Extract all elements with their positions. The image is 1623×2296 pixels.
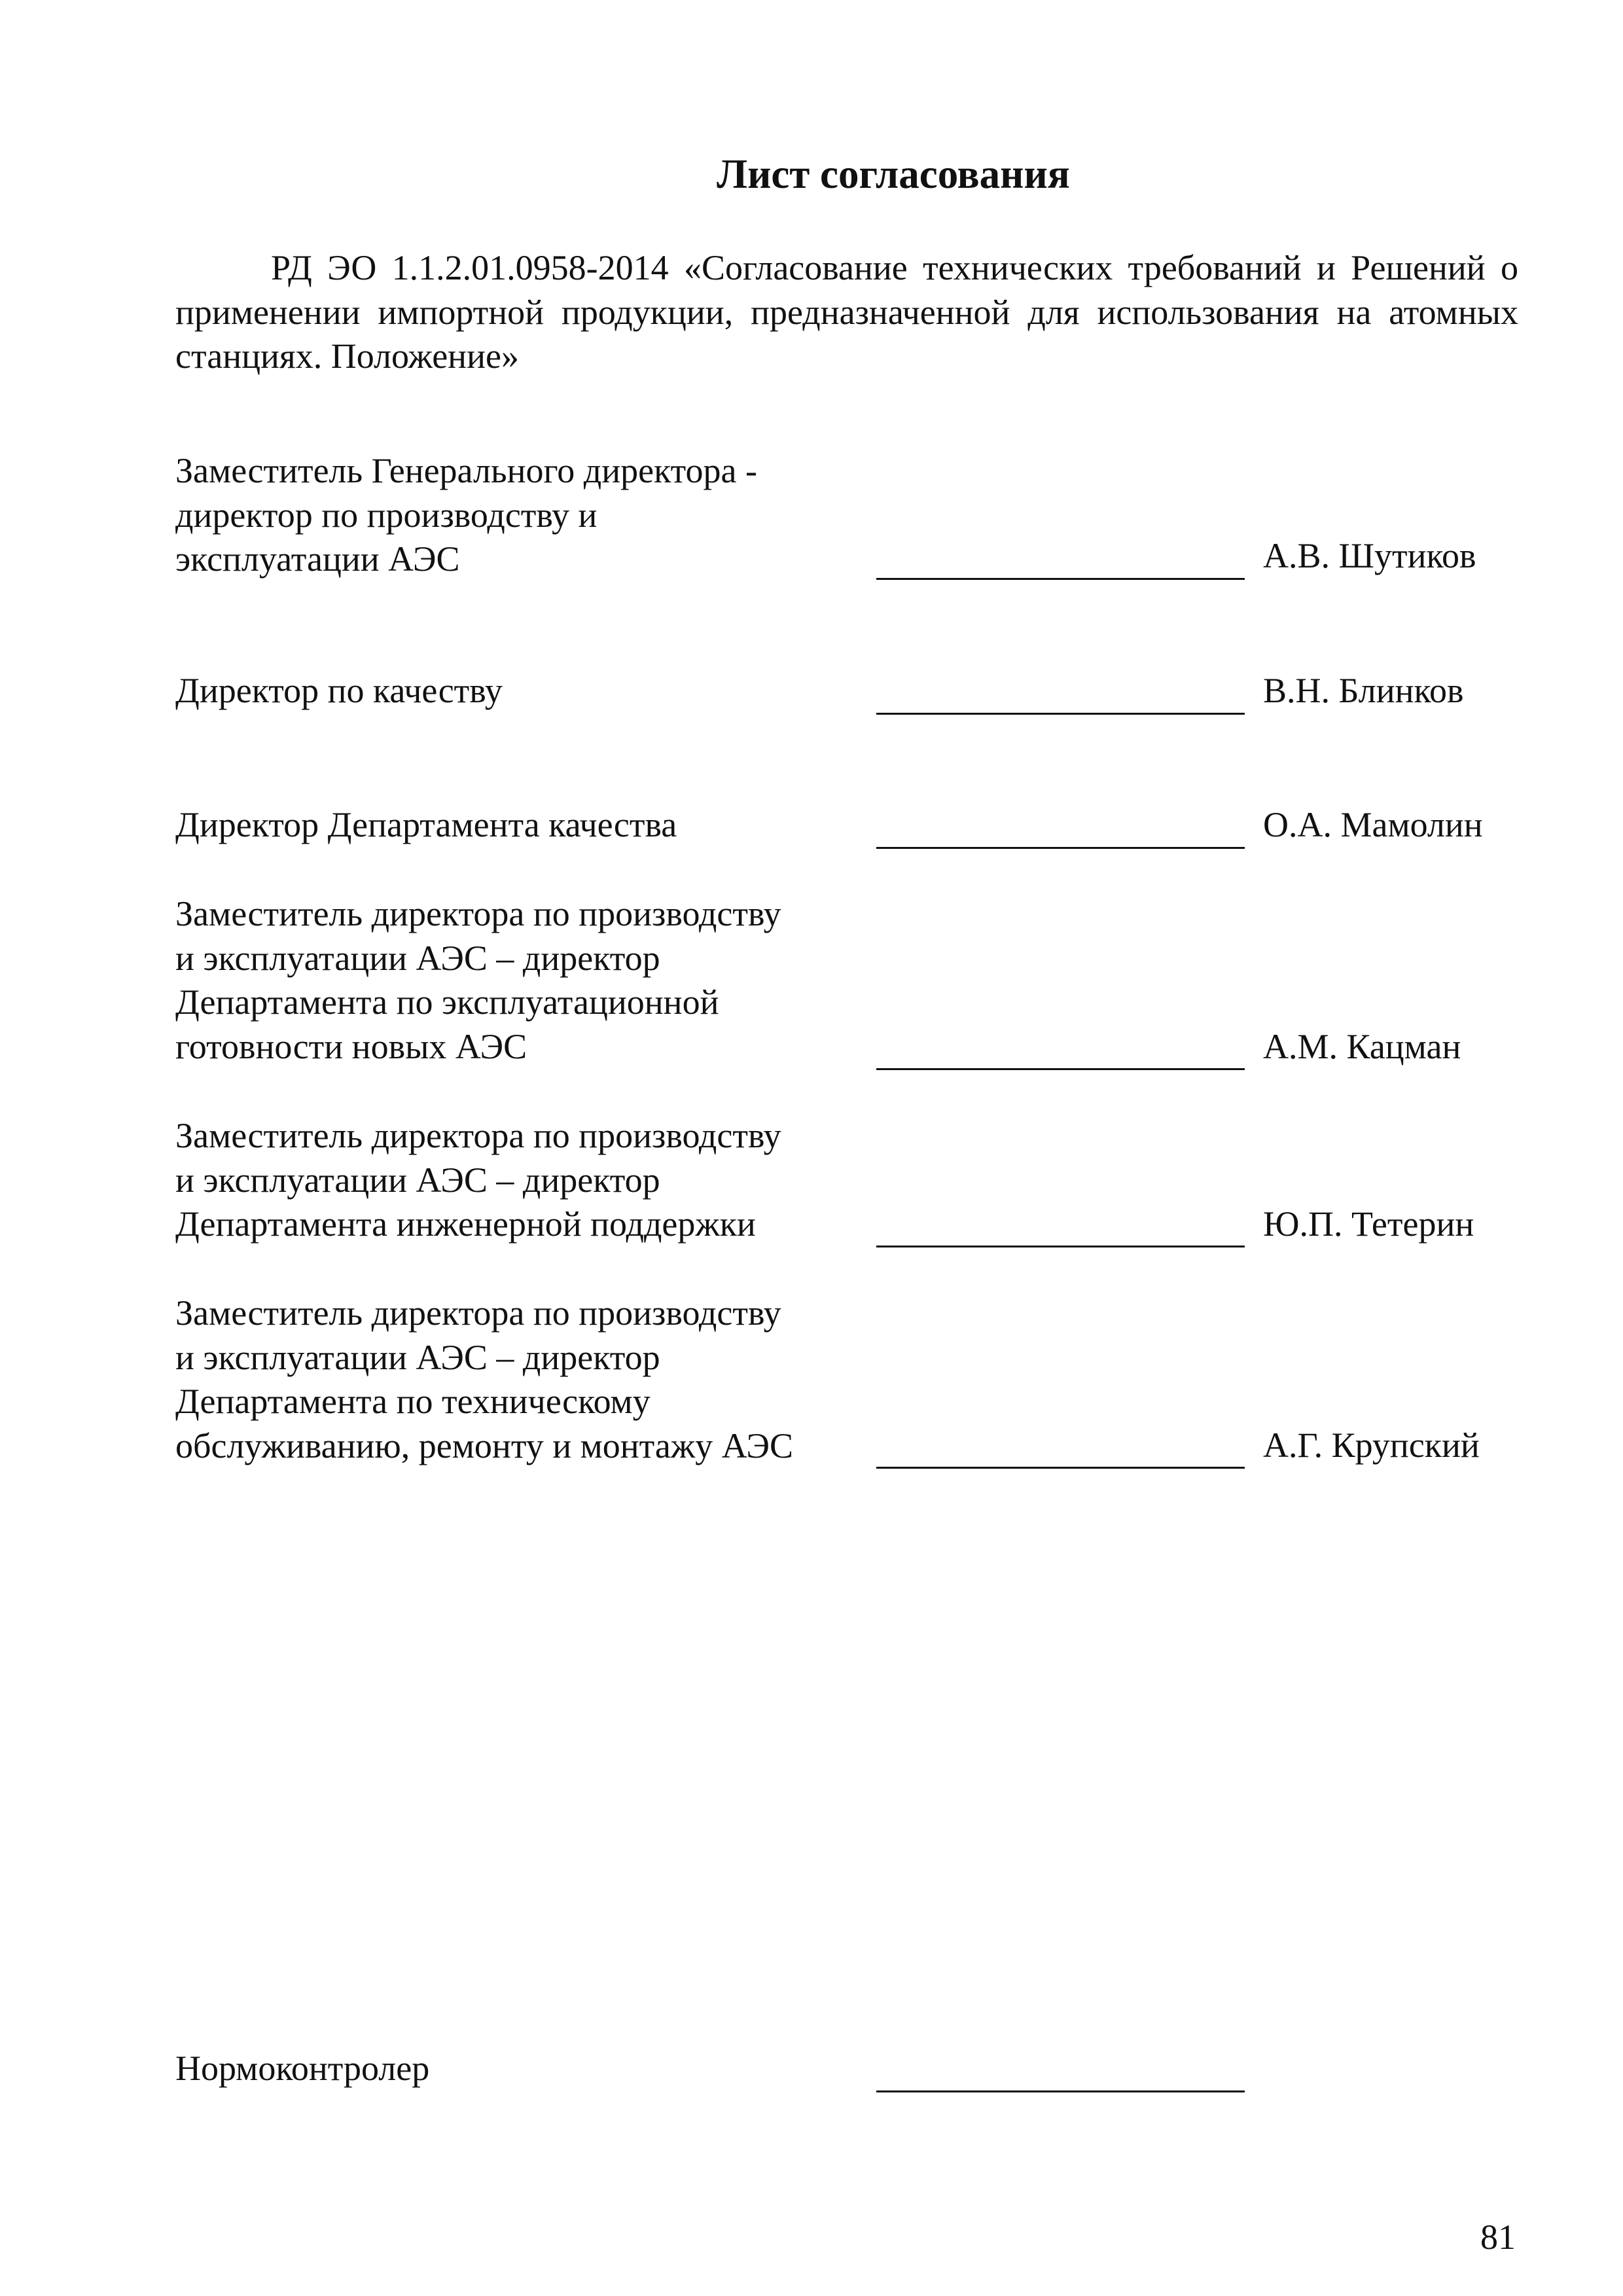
approver-name: А.М. Кацман: [1263, 1027, 1461, 1066]
signature-line: [876, 1246, 1245, 1247]
approver-name: А.В. Шутиков: [1263, 536, 1476, 575]
signature-line: [876, 2090, 1245, 2092]
document-reference: РД ЭО 1.1.2.01.0958-2014 «Согласование технических требований и Решений о применении импортной продукции, предназначенной для использования на атомных станциях. Положение»: [175, 248, 1518, 376]
approver-role-quality-department-director: Директор Департамента качества: [175, 805, 677, 844]
approver-name: Ю.П. Тетерин: [1263, 1204, 1474, 1244]
approver-role-deputy-general-director: Заместитель Генерального директора - директор по производству и эксплуатации АЭС: [175, 451, 757, 579]
signature-line: [876, 1467, 1245, 1469]
approver-name: В.Н. Блинков: [1263, 671, 1464, 710]
approver-role-maintenance-repair: Заместитель директора по производству и эксплуатации АЭС – директор Департамента по техническому обслуживанию, ремонту и монтажу АЭС: [175, 1293, 794, 1465]
signature-line: [876, 1068, 1245, 1070]
signature-line: [876, 578, 1245, 580]
normocontrol-label: Нормоконтролер: [175, 2049, 430, 2088]
approver-name: О.А. Мамолин: [1263, 805, 1483, 844]
signature-line: [876, 713, 1245, 715]
approver-role-quality-director: Директор по качеству: [175, 671, 503, 710]
approver-name: А.Г. Крупский: [1263, 1426, 1480, 1465]
page-title: Лист согласования: [717, 151, 1070, 197]
signature-line: [876, 847, 1245, 849]
approver-role-operational-readiness: Заместитель директора по производству и эксплуатации АЭС – директор Департамента по эксплуатационной готовности новых АЭС: [175, 894, 781, 1066]
page-number: 81: [1480, 2217, 1516, 2257]
approver-role-engineering-support: Заместитель директора по производству и эксплуатации АЭС – директор Департамента инженерной поддержки: [175, 1116, 781, 1244]
